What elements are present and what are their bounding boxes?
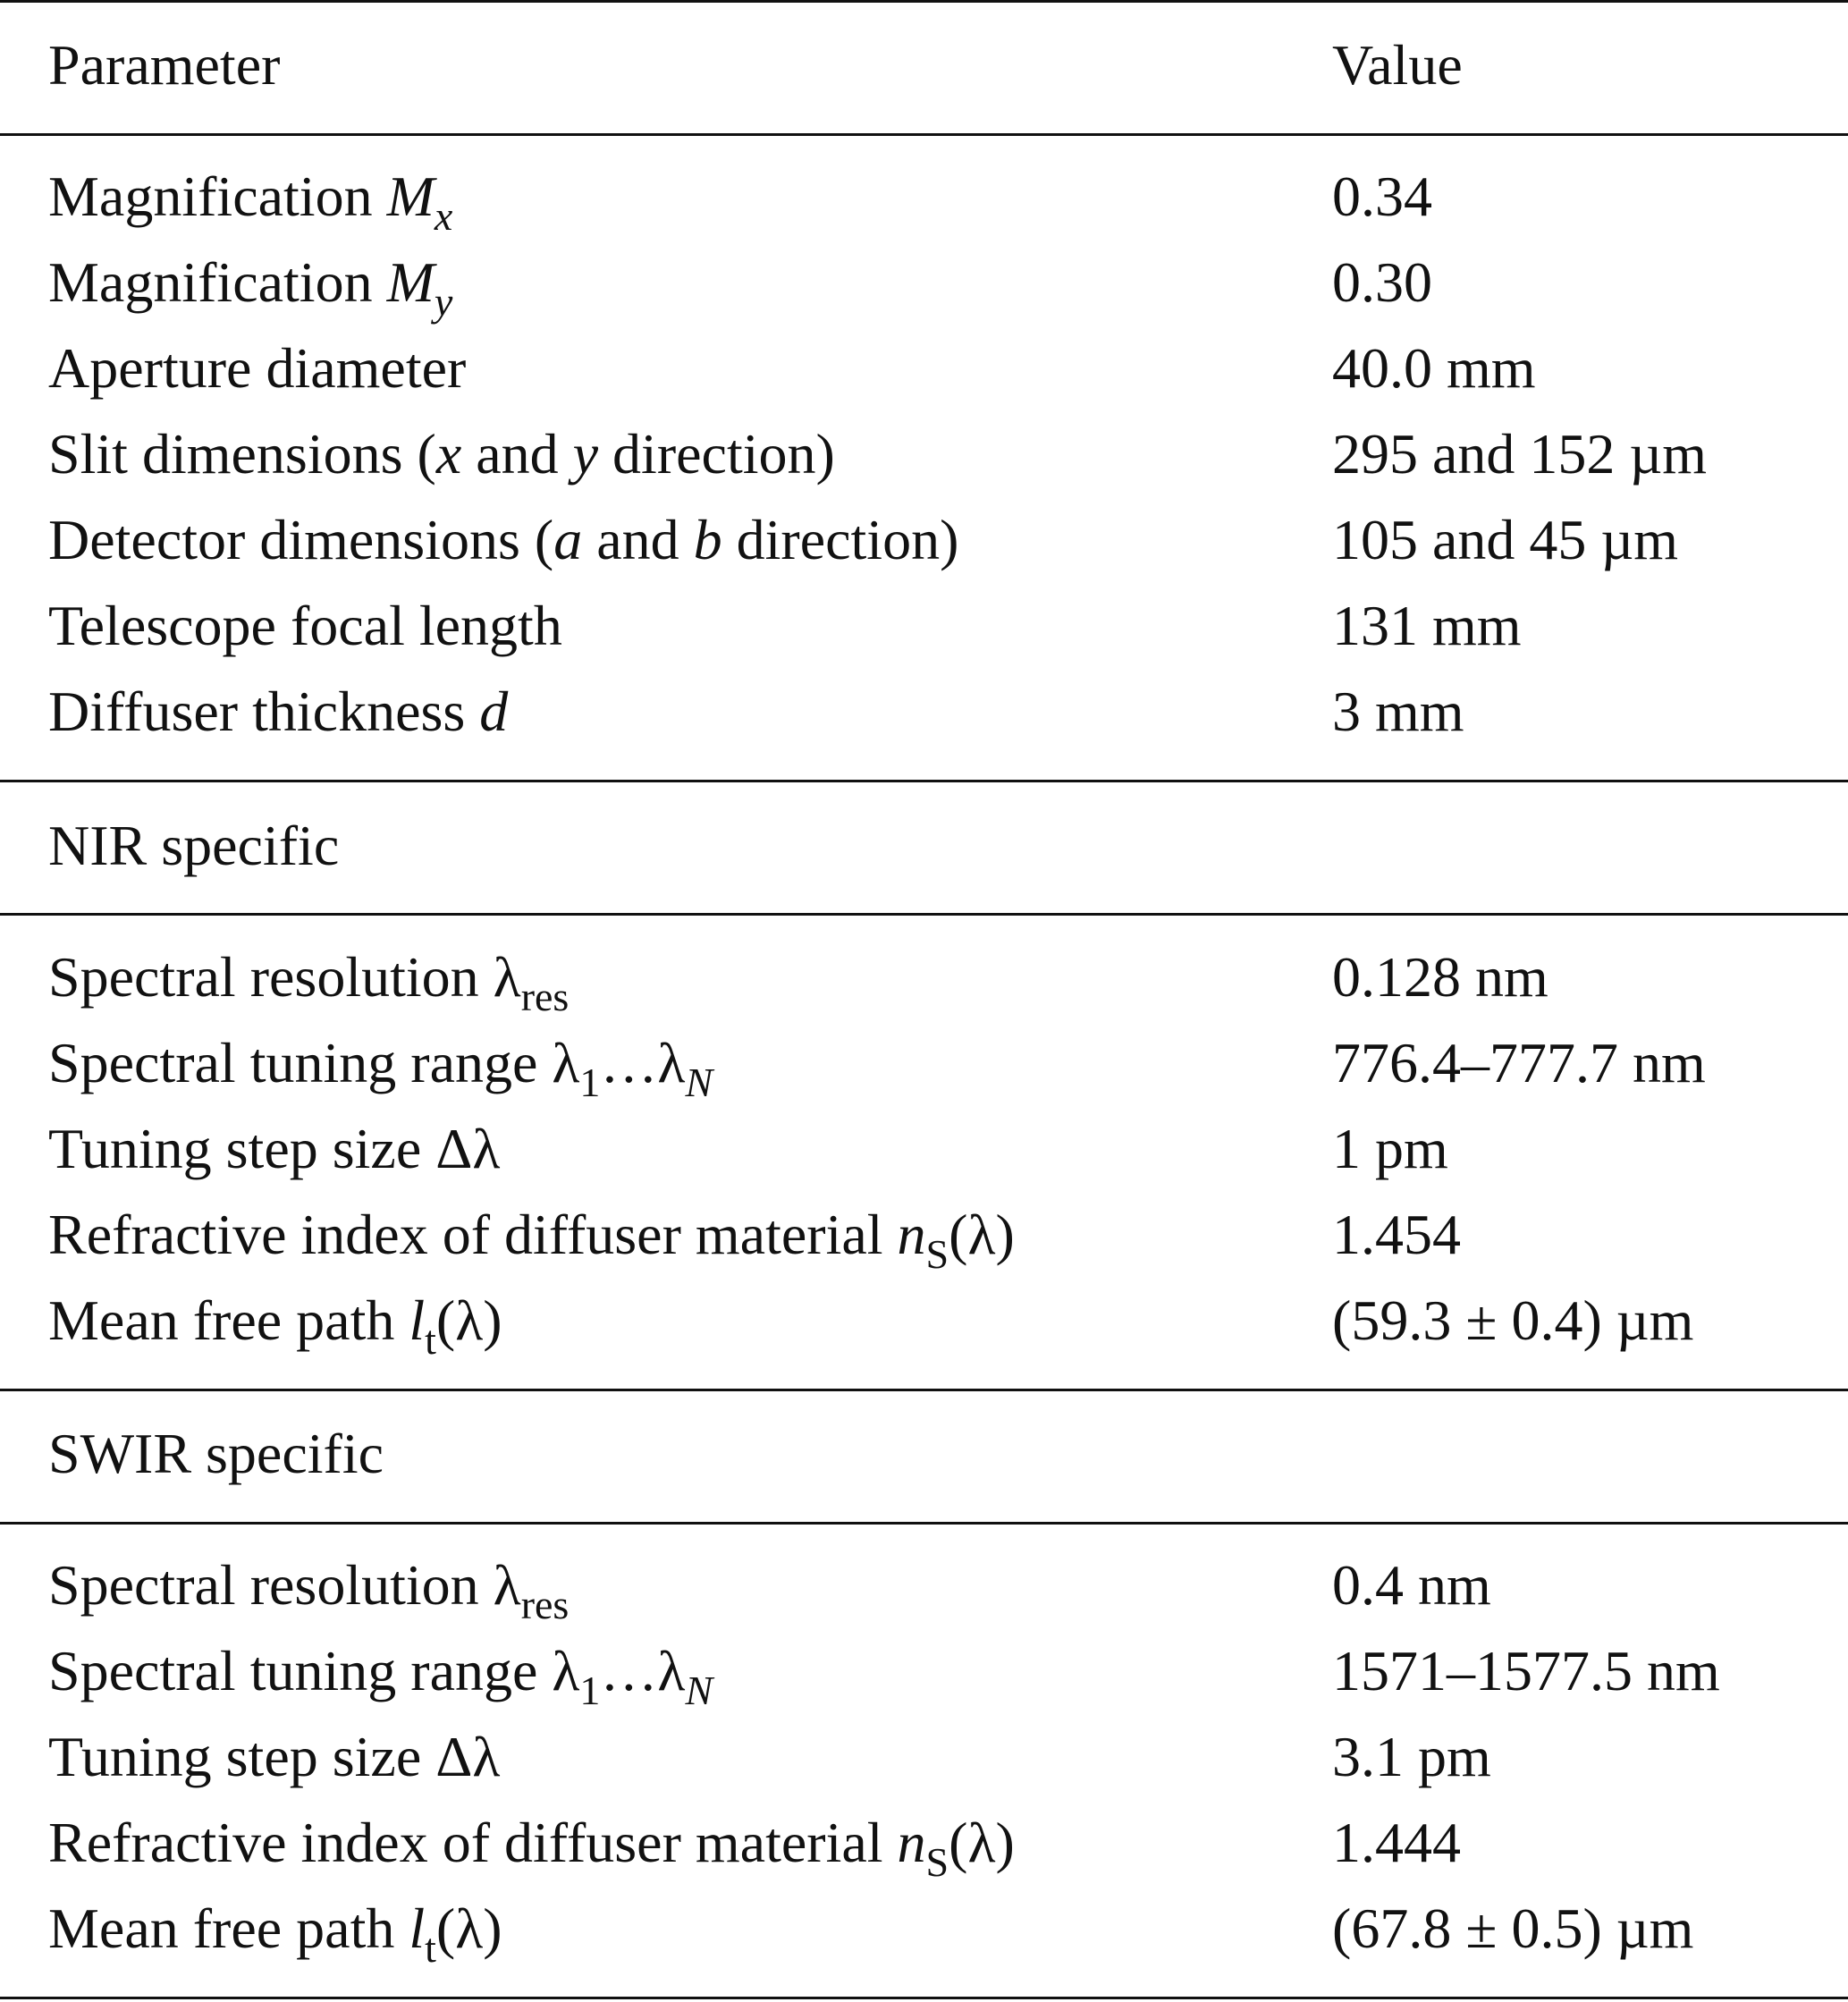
- row-parameter: Tuning step size Δλ: [48, 1725, 501, 1788]
- table-row: [0, 669, 1848, 755]
- row-parameter: [48, 240, 452, 325]
- row-parameter: Tuning step size Δλ: [48, 1117, 501, 1180]
- param-symbol: l: [409, 1288, 426, 1352]
- param-subscript: S: [925, 1231, 949, 1277]
- param-text: Magnification: [48, 250, 387, 314]
- top-rule: [0, 0, 1848, 3]
- param-text: Mean free path: [48, 1896, 409, 1960]
- param-subscript: res: [520, 1582, 570, 1627]
- row-value: (67.8 ± 0.5) µm: [1332, 1896, 1694, 1960]
- param-subscript-2: N: [685, 1668, 713, 1713]
- row-value: 776.4–777.7 nm: [1332, 1031, 1706, 1094]
- param-text-mid: …λ: [600, 1639, 686, 1702]
- row-parameter: [48, 411, 835, 497]
- row-value: 0.30: [1332, 250, 1432, 314]
- table-row: [0, 1542, 1848, 1628]
- table-row: [0, 325, 1848, 411]
- row-value: 40.0 mm: [1332, 336, 1536, 400]
- row-value: 0.128 nm: [1332, 945, 1548, 1009]
- param-subscript: t: [425, 1925, 436, 1971]
- section-rule: [0, 1522, 1848, 1525]
- param-text-post: (λ): [435, 1896, 502, 1960]
- param-var-2: y: [572, 422, 599, 486]
- section-label-nir: NIR specific: [48, 814, 340, 877]
- row-value: 0.34: [1332, 165, 1432, 228]
- row-parameter: Telescope focal length: [48, 594, 562, 657]
- param-text-post: (λ): [949, 1203, 1015, 1266]
- param-var-1: a: [553, 508, 583, 571]
- row-value: (59.3 ± 0.4) µm: [1332, 1288, 1694, 1352]
- row-value: 3 mm: [1332, 680, 1464, 743]
- param-text: Detector dimensions (: [48, 508, 554, 571]
- param-text-post: (λ): [949, 1811, 1015, 1874]
- param-text: Spectral resolution λ: [48, 945, 521, 1009]
- param-text: Refractive index of diffuser material: [48, 1811, 898, 1874]
- row-value: 0.4 nm: [1332, 1553, 1491, 1617]
- param-subscript-1: 1: [579, 1060, 601, 1105]
- row-value: 1.454: [1332, 1203, 1461, 1266]
- row-parameter: [48, 497, 958, 583]
- param-text-mid: …λ: [600, 1031, 686, 1094]
- param-text: Mean free path: [48, 1288, 409, 1352]
- param-var-1: x: [435, 422, 462, 486]
- row-parameter: [48, 1542, 569, 1628]
- row-value: 1 pm: [1332, 1117, 1448, 1180]
- table-row: [0, 1278, 1848, 1364]
- header-value: Value: [1332, 33, 1463, 97]
- section-rule: [0, 780, 1848, 782]
- row-parameter: [48, 1800, 1015, 1886]
- section-rule: [0, 1389, 1848, 1391]
- row-parameter: Aperture diameter: [48, 336, 467, 400]
- row-parameter: [48, 154, 452, 240]
- table-row: [0, 154, 1848, 240]
- row-value: 3.1 pm: [1332, 1725, 1491, 1788]
- row-parameter: [48, 1628, 713, 1714]
- table-row: [0, 1020, 1848, 1106]
- header-rule: [0, 133, 1848, 136]
- table-row: [0, 1714, 1848, 1800]
- row-value: 105 and 45 µm: [1332, 508, 1679, 571]
- param-subscript: S: [925, 1839, 949, 1885]
- param-symbol: l: [409, 1896, 426, 1960]
- header-parameter: Parameter: [48, 33, 281, 97]
- table-row: [0, 240, 1848, 325]
- table-row: [0, 497, 1848, 583]
- section-label-swir: SWIR specific: [48, 1422, 384, 1485]
- param-text-mid: and: [582, 508, 694, 571]
- table-row: [0, 1628, 1848, 1714]
- param-subscript: t: [425, 1317, 436, 1363]
- row-parameter: [48, 669, 508, 755]
- param-subscript-1: 1: [579, 1668, 601, 1713]
- param-symbol: M: [386, 165, 435, 228]
- row-value: 295 and 152 µm: [1332, 422, 1708, 486]
- param-text: Slit dimensions (: [48, 422, 436, 486]
- param-subscript: y: [434, 279, 453, 325]
- param-text-post: direction): [598, 422, 835, 486]
- param-text: Diffuser thickness: [48, 680, 480, 743]
- param-text-mid: and: [461, 422, 573, 486]
- param-text: Spectral tuning range λ: [48, 1031, 580, 1094]
- param-text: Spectral tuning range λ: [48, 1639, 580, 1702]
- param-subscript: res: [520, 974, 570, 1019]
- table-row: [0, 1192, 1848, 1278]
- param-symbol: n: [897, 1811, 926, 1874]
- param-symbol: n: [897, 1203, 926, 1266]
- bottom-rule: [0, 1997, 1848, 1999]
- param-subscript: x: [434, 193, 453, 239]
- param-subscript-2: N: [685, 1060, 713, 1105]
- table-row: [0, 1800, 1848, 1886]
- table-row: [0, 1886, 1848, 1972]
- section-label-row: [0, 803, 1848, 889]
- section-rule: [0, 913, 1848, 916]
- row-parameter: [48, 934, 569, 1020]
- param-symbol: d: [479, 680, 509, 743]
- table-row: [0, 583, 1848, 669]
- row-parameter: [48, 1278, 502, 1364]
- table-row: [0, 1106, 1848, 1192]
- row-parameter: [48, 1886, 502, 1972]
- row-value: 1.444: [1332, 1811, 1461, 1874]
- param-text: Refractive index of diffuser material: [48, 1203, 898, 1266]
- row-value: 131 mm: [1332, 594, 1522, 657]
- row-value: 1571–1577.5 nm: [1332, 1639, 1720, 1702]
- param-var-2: b: [693, 508, 722, 571]
- param-text-post: direction): [721, 508, 959, 571]
- row-parameter: [48, 1020, 713, 1106]
- param-symbol: M: [386, 250, 435, 314]
- table-row: [0, 934, 1848, 1020]
- row-parameter: [48, 1192, 1015, 1278]
- param-text: Magnification: [48, 165, 387, 228]
- section-label-row: [0, 1411, 1848, 1497]
- param-text: Spectral resolution λ: [48, 1553, 521, 1617]
- param-text-post: (λ): [435, 1288, 502, 1352]
- header-row: [0, 22, 1848, 108]
- table-row: [0, 411, 1848, 497]
